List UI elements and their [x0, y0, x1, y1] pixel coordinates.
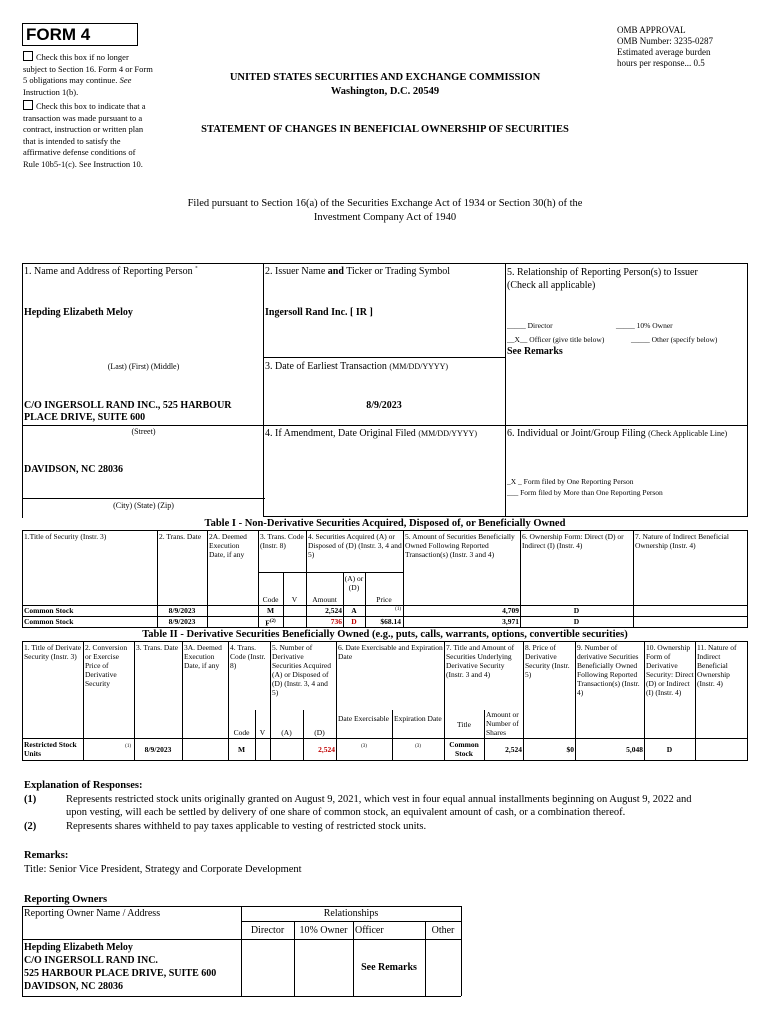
table1-title: Table I - Non-Derivative Securities Acquired, Disposed of, or Beneficially Owned — [204, 518, 566, 529]
t2-r-conv: (1) — [125, 744, 131, 749]
checkbox2-text: Check this box to indicate that a transaction was made pursuant to a contract, instruction or written plan that is intended to satisfy the affirmative defense conditions of Rule 10b5-1(c). See Instruction 10. — [23, 101, 146, 169]
t2-sub-date-ex: Date Exercisable — [338, 714, 390, 723]
no-longer-subject-checkbox[interactable] — [23, 51, 33, 61]
relationship-director: _____ Director — [507, 321, 553, 330]
t2-r-security: Restricted Stock Units — [24, 740, 77, 758]
form-title-box — [22, 23, 138, 46]
owner-officer-value: See Remarks — [361, 962, 417, 973]
footnote-2-number: (2) — [24, 821, 37, 832]
owner-name: Hepding Elizabeth Meloy — [24, 942, 133, 953]
t1-r2-price: $68.14 — [380, 617, 401, 626]
relationship-other: _____ Other (specify below) — [631, 335, 718, 344]
t1-h6: 6. Ownership Form: Direct (D) or Indirect (I) (Instr. 4) — [522, 532, 624, 550]
box2-label-a: 2. Issuer Name — [265, 266, 328, 277]
owner-line4: DAVIDSON, NC 28036 — [24, 981, 123, 992]
t2-r-date: 8/9/2023 — [144, 745, 172, 754]
box3-label — [265, 361, 448, 372]
t1-r1-code: M — [266, 606, 275, 615]
street-line2: PLACE DRIVE, SUITE 600 — [24, 412, 146, 423]
t1-h2: 2. Trans. Date — [159, 532, 202, 541]
footnote-1-number: (1) — [24, 794, 37, 805]
t2-h4: 4. Trans. Code (Instr. 8) — [230, 643, 266, 670]
t1-r1-date: 8/9/2023 — [168, 606, 196, 615]
filing-one-person: _X _ Form filed by One Reporting Person — [507, 477, 634, 486]
omb-approval — [617, 25, 767, 69]
box1-label-sup: * — [195, 266, 198, 272]
t2-r-price: $0 — [566, 745, 574, 754]
box2-label — [265, 266, 450, 277]
t2-sub-amount: Amount or Number of Shares — [486, 710, 519, 737]
t2-h3a: 3A. Deemed Execution Date, if any — [184, 643, 222, 670]
t2-r-date-ex: (3) — [361, 744, 367, 749]
box5-label-line2: (Check all applicable) — [507, 280, 596, 291]
t1-r2-form: D — [573, 617, 580, 626]
t1-sub-v: V — [291, 595, 298, 604]
t1-sub-price: Price — [376, 595, 392, 604]
owners-col-name: Reporting Owner Name / Address — [24, 908, 161, 919]
relationship-ten-pct: _____ 10% Owner — [616, 321, 673, 330]
t2-r-owned: 5,048 — [626, 745, 643, 754]
t1-r2-code-note: (2) — [269, 619, 276, 624]
omb-burden: Estimated average burden — [617, 47, 711, 57]
t1-sub-amount: Amount — [312, 595, 337, 604]
t2-sub-exp: Expiration Date — [394, 714, 442, 723]
box1-label-text: 1. Name and Address of Reporting Person — [24, 266, 193, 277]
city-caption: (City) (State) (Zip) — [113, 501, 174, 510]
t1-r2-code-value: F — [265, 618, 270, 628]
name-caption: (Last) (First) (Middle) — [107, 362, 180, 371]
omb-number: OMB Number: 3235-0287 — [617, 36, 713, 46]
filing-multiple-persons: ___ Form filed by More than One Reporting Person — [507, 488, 663, 497]
street-line1: C/O INGERSOLL RAND INC., 525 HARBOUR — [24, 400, 232, 411]
rule-10b5-checkbox[interactable] — [23, 100, 33, 110]
reporting-owners-heading: Reporting Owners — [24, 894, 108, 905]
t2-h9: 9. Number of derivative Securities Beneficially Owned Following Reported Transaction(s) (Instr. 4) — [577, 643, 640, 697]
box5-see-remarks: See Remarks — [507, 346, 563, 357]
box4-label-text: 4. If Amendment, Date Original Filed — [265, 428, 416, 439]
city-state-zip: DAVIDSON, NC 28036 — [24, 464, 123, 475]
t2-r-disposed: 2,524 — [318, 745, 335, 754]
owner-line2: C/O INGERSOLL RAND INC. — [24, 955, 158, 966]
t2-h5: 5. Number of Derivative Securities Acquired (A) or Disposed of (D) (Instr. 3, 4 and 5) — [272, 643, 331, 697]
t2-h1: 1. Title of Derivate Security (Instr. 3) — [24, 643, 82, 661]
box2-label-and: and — [327, 266, 344, 277]
t1-h2a: 2A. Deemed Execution Date, if any — [209, 532, 247, 559]
t1-r2-owned: 3,971 — [502, 617, 519, 626]
t2-h2: 2. Conversion or Exercise Price of Derivative Security — [85, 643, 128, 688]
t2-sub-d: (D) — [314, 728, 325, 737]
box3-label-small: (MM/DD/YYYY) — [389, 362, 449, 371]
t1-r1-aord: A — [351, 606, 357, 615]
owners-col-officer: Officer — [355, 925, 384, 936]
t1-r1-price: (1) — [395, 607, 401, 612]
explanation-heading: Explanation of Responses: — [24, 780, 143, 791]
filed-pursuant-line1: Filed pursuant to Section 16(a) of the Securities Exchange Act of 1934 or Section 30(h) of the — [187, 198, 583, 209]
form-title: FORM 4 — [26, 25, 91, 44]
t1-h3: 3. Trans. Code (Instr. 8) — [260, 532, 304, 550]
t2-h7: 7. Title and Amount of Securities Underlying Derivative Security (Instr. 3 and 4) — [446, 643, 515, 679]
box1-label — [24, 266, 198, 277]
t2-sub-code: Code — [233, 728, 250, 737]
box4-label-small: (MM/DD/YYYY) — [418, 429, 477, 438]
t1-sub-code: Code — [262, 595, 279, 604]
t1-h7: 7. Nature of Indirect Beneficial Ownership (Instr. 4) — [635, 532, 729, 550]
t1-r2-security: Common Stock — [24, 617, 74, 626]
t1-r2-date: 8/9/2023 — [168, 617, 196, 626]
t1-sub-aord: (A) or (D) — [344, 574, 364, 592]
t1-r2-amount: 736 — [330, 617, 342, 626]
t1-r2-code — [258, 617, 283, 628]
t2-h3: 3. Trans. Date — [136, 643, 179, 652]
t1-h4: 4. Securities Acquired (A) or Disposed of (D) (Instr. 3, 4 and 5) — [308, 532, 402, 559]
t1-r1-form: D — [573, 606, 580, 615]
checkbox1-instr: Instruction 1(b). — [23, 86, 79, 97]
no-longer-subject-checkbox-text — [23, 51, 153, 98]
t2-r-title: Common Stock — [449, 740, 479, 758]
box3-label-text: 3. Date of Earliest Transaction — [265, 361, 387, 372]
t1-r1-owned: 4,709 — [502, 606, 519, 615]
t2-h10: 10. Ownership Form of Derivative Security: Direct (D) or Indirect (I) (Instr. 4) — [646, 643, 694, 697]
box5-label — [507, 266, 747, 292]
filed-pursuant-line2: Investment Company Act of 1940 — [313, 212, 457, 223]
t2-r-exp: (3) — [415, 744, 421, 749]
box4-label — [265, 428, 477, 439]
rule-10b5-checkbox-text — [23, 100, 153, 170]
relationship-officer: __X__ Officer (give title below) — [507, 335, 605, 344]
t2-h11: 11. Nature of Indirect Beneficial Ownership (Instr. 4) — [697, 643, 737, 688]
agency-name: UNITED STATES SECURITIES AND EXCHANGE COMMISSION — [229, 72, 541, 83]
t1-r2-aord: D — [351, 617, 357, 626]
box6-label-text: 6. Individual or Joint/Group Filing — [507, 428, 646, 439]
street-caption: (Street) — [131, 427, 156, 436]
statement-title: STATEMENT OF CHANGES IN BENEFICIAL OWNERSHIP OF SECURITIES — [201, 124, 569, 135]
earliest-transaction-date: 8/9/2023 — [366, 400, 402, 411]
t1-h5: 5. Amount of Securities Beneficially Owned Following Reported Transaction(s) (Instr. 3 and 4) — [405, 532, 515, 559]
box6-label-small: (Check Applicable Line) — [648, 429, 728, 438]
owners-col-director: Director — [250, 925, 285, 936]
owner-address — [24, 941, 216, 993]
t2-h6: 6. Date Exercisable and Expiration Date — [338, 643, 443, 661]
t2-r-code: M — [237, 745, 246, 754]
reporting-person-name: Hepding Elizabeth Meloy — [24, 307, 133, 318]
t1-r1-amount: 2,524 — [325, 606, 342, 615]
agency-location: Washington, D.C. 20549 — [330, 86, 440, 97]
t2-r-form: D — [666, 745, 673, 754]
t2-sub-v: V — [259, 728, 266, 737]
t2-sub-a: (A) — [281, 728, 292, 737]
owner-line3: 525 HARBOUR PLACE DRIVE, SUITE 600 — [24, 968, 217, 979]
t2-sub-title: Title — [457, 720, 471, 729]
footnote-1-line2: upon vesting, will each be settled by delivery of one share of common stock, an equivalent amount of cash, or a combination thereof. — [66, 807, 626, 818]
t1-r1-security: Common Stock — [24, 606, 74, 615]
owners-col-relationships: Relationships — [323, 908, 379, 919]
box5-label-line1: 5. Relationship of Reporting Person(s) to Issuer — [507, 267, 698, 278]
omb-title: OMB APPROVAL — [617, 25, 686, 35]
remarks-heading: Remarks: — [24, 850, 69, 861]
t1-h1: 1.Title of Security (Instr. 3) — [24, 532, 107, 541]
box6-label — [507, 428, 747, 440]
checkbox1-see: See — [119, 75, 132, 85]
footnote-1-line1: Represents restricted stock units originally granted on August 9, 2021, which vest in four equal annual installments beginning on August 9, 2022 and — [66, 794, 692, 805]
omb-hours: hours per response... 0.5 — [617, 58, 705, 68]
owners-col-other: Other — [431, 925, 455, 936]
owners-col-ten-pct: 10% Owner — [299, 925, 348, 936]
footnote-2-text: Represents shares withheld to pay taxes applicable to vesting of restricted stock units. — [66, 821, 427, 832]
remarks-text: Title: Senior Vice President, Strategy and Corporate Development — [24, 864, 302, 875]
t2-r-shares: 2,524 — [505, 745, 522, 754]
box2-label-b: Ticker or Trading Symbol — [343, 266, 451, 277]
t2-h8: 8. Price of Derivative Security (Instr. 5) — [525, 643, 570, 679]
issuer-name: Ingersoll Rand Inc. [ IR ] — [265, 307, 373, 318]
table2-title: Table II - Derivative Securities Beneficially Owned (e.g., puts, calls, warrants, options, convertible securities) — [142, 629, 628, 640]
checkbox1-text: Check this box if no longer subject to Section 16. Form 4 or Form 5 obligations may continue. — [23, 52, 153, 85]
